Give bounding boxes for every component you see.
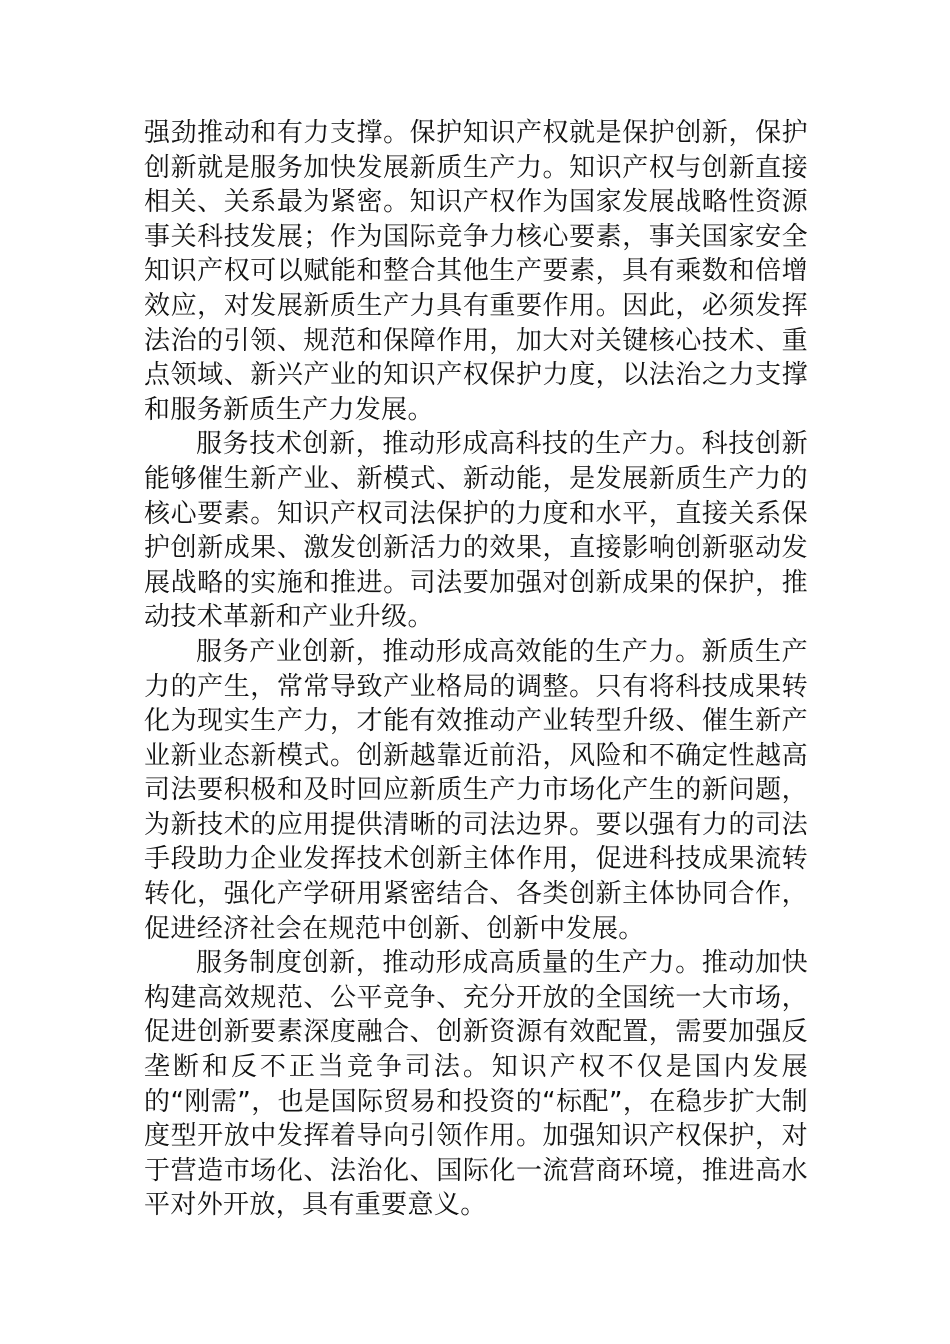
paragraph-industry-innovation: 服务产业创新，推动形成高效能的生产力。新质生产力的产生，常常导致产业格局的调整。只有将科技成果转化为现实生产力，才能有效推动产业转型升级、催生新产业新业态新模式。创新越靠近前沿，风险和不确定性越高司法要积极和及时回应新质生产力市场化产生的新问题，为新技术的应用提供清晰的司法边界。要以强有力的司法手段助力企业发挥技术创新主体作用，促进科技成果流转转化，强化产学研用紧密结合、各类创新主体协同合作，促进经济社会在规范中创新、创新中发展。 [144,636,808,944]
paragraph-continuation: 强劲推动和有力支撑。保护知识产权就是保护创新，保护创新就是服务加快发展新质生产力。知识产权与创新直接相关、关系最为紧密。知识产权作为国家发展战略性资源事关科技发展；作为国际竞争力核心要素，事关国家安全知识产权可以赋能和整合其他生产要素，具有乘数和倍增效应，对发展新质生产力具有重要作用。因此，必须发挥法治的引领、规范和保障作用，加大对关键核心技术、重点领域、新兴产业的知识产权保护力度，以法治之力支撑和服务新质生产力发展。 [144,118,808,425]
paragraph-technology-innovation: 服务技术创新，推动形成高科技的生产力。科技创新能够催生新产业、新模式、新动能，是发展新质生产力的核心要素。知识产权司法保护的力度和水平，直接关系保护创新成果、激发创新活力的效果，直接影响创新驱动发展战略的实施和推进。司法要加强对创新成果的保护，推动技术革新和产业升级。 [144,429,808,633]
paragraph-institutional-innovation: 服务制度创新，推动形成高质量的生产力。推动加快构建高效规范、公平竞争、充分开放的全国统一大市场，促进创新要素深度融合、创新资源有效配置，需要加强反垄断和反不正当竞争司法。知识产权不仅是国内发展的“刚需”，也是国际贸易和投资的“标配”，在稳步扩大制度型开放中发挥着导向引领作用。加强知识产权保护，对于营造市场化、法治化、国际化一流营商环境，推进高水平对外开放，具有重要意义。 [144,948,808,1221]
body-text [144,116,808,1223]
